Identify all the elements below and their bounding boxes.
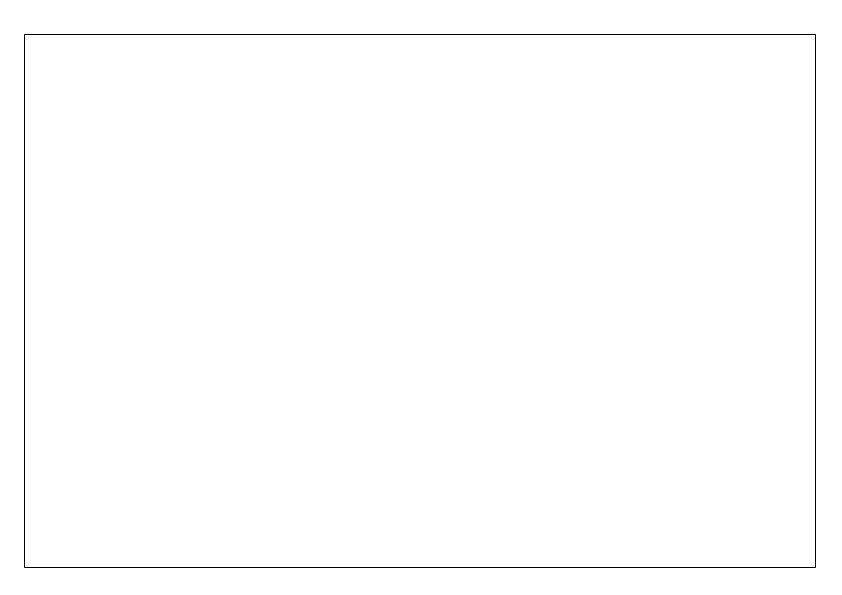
document-page — [24, 34, 816, 568]
